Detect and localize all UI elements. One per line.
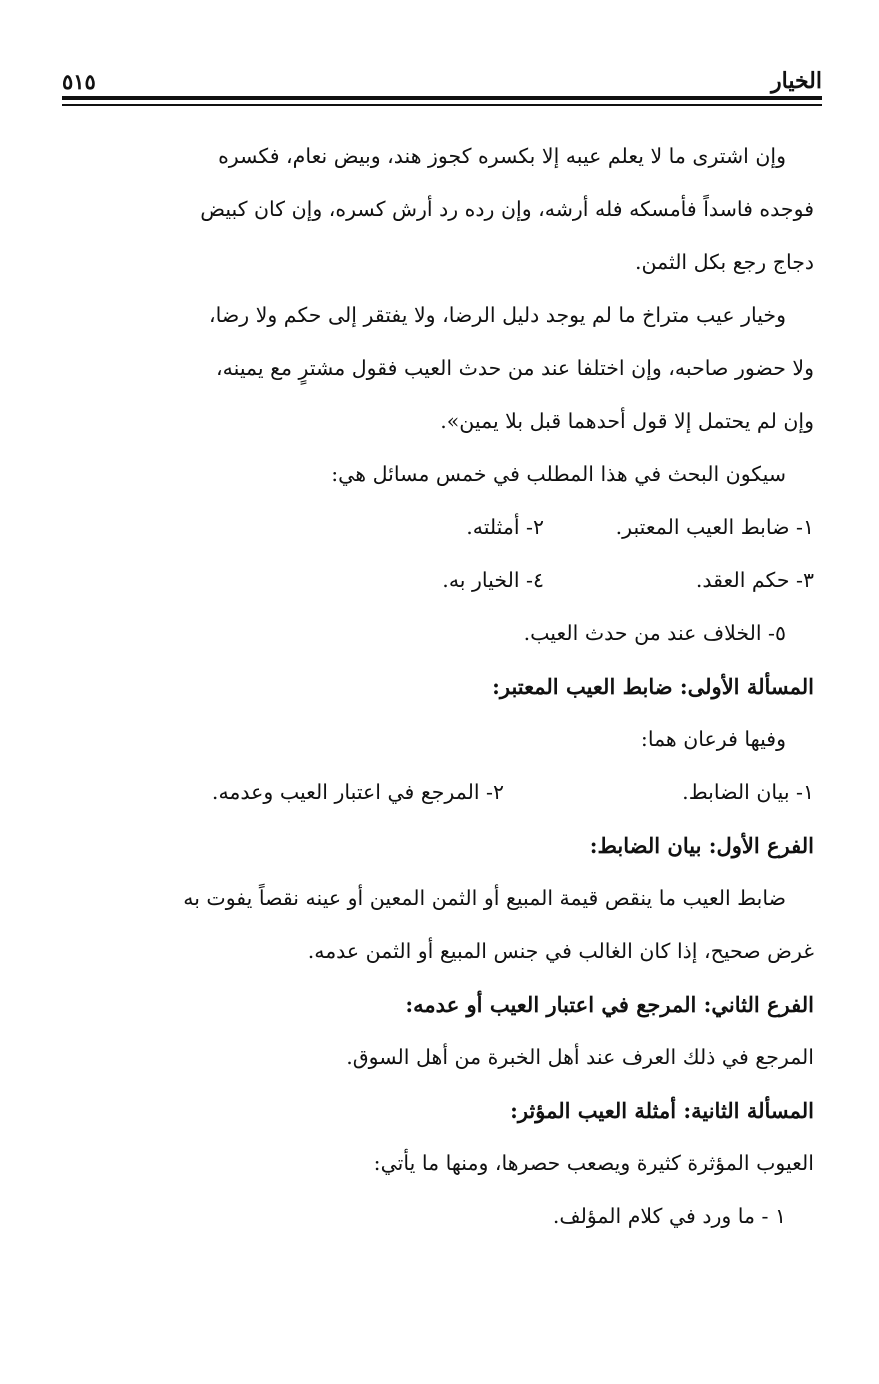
issues-row bbox=[66, 554, 814, 607]
section-heading: المسألة الثانية: أمثلة العيب المؤثر: bbox=[510, 1098, 814, 1123]
page-body bbox=[66, 130, 814, 1243]
issues-intro: سيكون البحث في هذا المطلب في خمس مسائل هي: bbox=[331, 462, 786, 486]
page-header bbox=[62, 58, 822, 94]
chapter-title: الخيار bbox=[771, 68, 822, 94]
branches-row bbox=[66, 766, 814, 819]
list-item: ٢- أمثلته. bbox=[466, 515, 544, 539]
list-item: ٤- الخيار به. bbox=[442, 568, 544, 592]
list-item: ١ - ما ورد في كلام المؤلف. bbox=[552, 1204, 786, 1228]
paragraph-line: ولا حضور صاحبه، وإن اختلفا عند من حدث العيب فقول مشترٍ مع يمينه، bbox=[216, 356, 814, 380]
paragraph-line: وإن اشترى ما لا يعلم عيبه إلا بكسره كجوز هند، وبيض نعام، فكسره bbox=[218, 144, 786, 168]
paragraph-line: العيوب المؤثرة كثيرة ويصعب حصرها، ومنها ما يأتي: bbox=[373, 1151, 814, 1175]
list-item: ٣- حكم العقد. bbox=[695, 568, 814, 592]
list-item: ٢- المرجع في اعتبار العيب وعدمه. bbox=[211, 780, 504, 804]
subsection-heading: الفرع الأول: بيان الضابط: bbox=[589, 833, 814, 858]
section-heading: المسألة الأولى: ضابط العيب المعتبر: bbox=[492, 674, 814, 699]
paragraph-line: غرض صحيح، إذا كان الغالب في جنس المبيع أو الثمن عدمه. bbox=[307, 939, 814, 963]
list-item: ١- بيان الضابط. bbox=[682, 780, 814, 804]
issues-row bbox=[66, 501, 814, 554]
list-item: ٥- الخلاف عند من حدث العيب. bbox=[523, 621, 786, 645]
paragraph-line: ضابط العيب ما ينقص قيمة المبيع أو الثمن المعين أو عينه نقصاً يفوت به bbox=[183, 886, 786, 910]
paragraph-line: دجاج رجع بكل الثمن. bbox=[635, 250, 814, 274]
list-item: ١- ضابط العيب المعتبر. bbox=[615, 515, 814, 539]
paragraph-line: وإن لم يحتمل إلا قول أحدهما قبل بلا يمين». bbox=[440, 409, 814, 433]
header-rule-thick bbox=[62, 96, 822, 100]
subsection-heading: الفرع الثاني: المرجع في اعتبار العيب أو عدمه: bbox=[405, 992, 814, 1017]
paragraph-line: فوجده فاسداً فأمسكه فله أرشه، وإن رده رد أرش كسره، وإن كان كبيض bbox=[200, 197, 814, 221]
paragraph-line: المرجع في ذلك العرف عند أهل الخبرة من أهل السوق. bbox=[346, 1045, 814, 1069]
branches-intro: وفيها فرعان هما: bbox=[640, 727, 786, 751]
page-number: ٥١٥ bbox=[62, 69, 96, 94]
header-rule-thin bbox=[62, 104, 822, 106]
paragraph-line: وخيار عيب متراخ ما لم يوجد دليل الرضا، ولا يفتقر إلى حكم ولا رضا، bbox=[209, 303, 786, 327]
